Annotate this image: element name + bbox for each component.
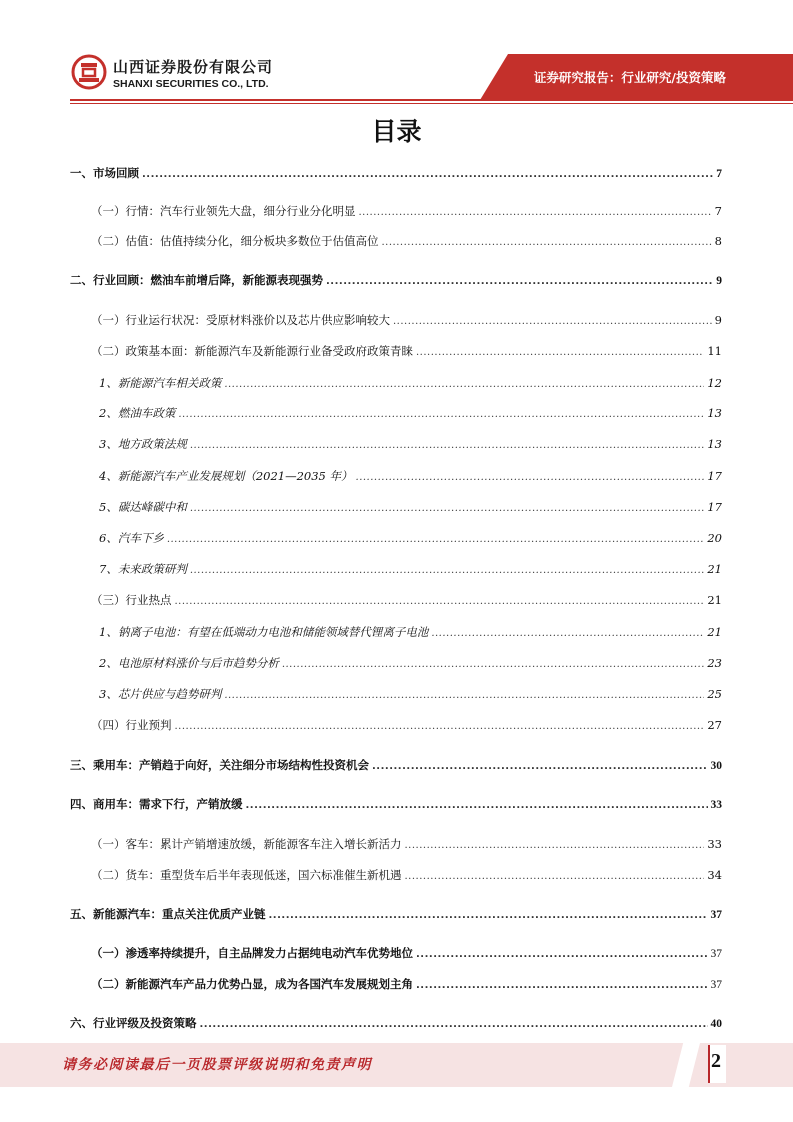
toc-entry-label: （一）客车：累计产销增速放缓，新能源客车注入增长新活力 [91,837,402,851]
toc-entry[interactable] [99,405,722,425]
toc-leader-dots [431,628,704,639]
toc-entry-page: 33 [707,837,722,851]
toc-entry-label: 6、汽车下乡 [99,531,164,545]
toc-entry-page: 9 [714,313,722,327]
toc-entry-label: （三）行业热点 [91,593,172,607]
toc-leader-dots [372,761,708,772]
toc-entry-page: 33 [710,799,722,811]
toc-entry[interactable] [91,312,722,332]
toc-entry[interactable] [91,592,722,612]
footer-disclaimer: 请务必阅读最后一页股票评级说明和免责声明 [62,1057,372,1073]
header-divider [70,99,793,101]
toc-entry-page: 7 [714,204,722,218]
page-number: 2 [711,1050,721,1072]
toc-entry-label: 3、芯片供应与趋势研判 [99,687,222,701]
toc-entry-label: 5、碳达峰碳中和 [99,500,187,514]
toc-entry-page: 7 [716,168,722,180]
toc-leader-dots [175,596,705,607]
company-name-cn: 山西证券股份有限公司 [113,58,274,76]
toc-leader-dots [326,276,713,287]
toc-entry-page: 23 [707,656,722,670]
header-divider-thin [70,103,793,104]
toc-entry-label: （一）行情：汽车行业领先大盘，细分行业分化明显 [91,204,356,218]
toc-entry-page: 9 [716,275,722,287]
toc-entry[interactable] [91,233,722,253]
toc-entry-label: 3、地方政策法规 [99,437,187,451]
toc-entry[interactable] [99,530,722,550]
toc-entry-label: 4、新能源汽车产业发展规划（2021—2035 年） [99,469,353,483]
toc-entry[interactable] [99,468,722,488]
toc-entry-label: 1、新能源汽车相关政策 [99,376,222,390]
toc-entry-label: 三、乘用车：产销趋于向好，关注细分市场结构性投资机会 [70,758,369,772]
toc-leader-dots [178,409,704,420]
toc-entry[interactable] [99,375,722,395]
toc-leader-dots [405,871,705,882]
toc-entry[interactable] [99,686,722,706]
company-name-en: SHANXI SECURITIES CO., LTD. [113,78,269,90]
toc-entry-label: 2、燃油车政策 [99,406,176,420]
toc-entry[interactable] [99,499,722,519]
toc-entry-page: 21 [707,593,722,607]
toc-entry-label: 1、钠离子电池：有望在低端动力电池和储能领域替代锂离子电池 [99,625,429,639]
toc-leader-dots [282,659,705,670]
toc-leader-dots [224,379,704,390]
toc-leader-dots [190,503,705,514]
toc-leader-dots [224,690,704,701]
toc-entry-page: 30 [710,760,722,772]
toc-entry[interactable] [70,906,722,926]
toc-entry-label: 六、行业评级及投资策略 [70,1016,197,1030]
toc-leader-dots [405,840,705,851]
toc-entry[interactable] [99,624,722,644]
toc-entry-page: 37 [710,909,722,921]
toc-entry-label: 五、新能源汽车：重点关注优质产业链 [70,907,266,921]
toc-entry-page: 40 [710,1018,722,1030]
toc-leader-dots [142,169,713,180]
toc-entry-page: 8 [714,234,722,248]
toc-leader-dots [167,534,705,545]
toc-entry[interactable] [91,203,722,223]
toc-entry-page: 21 [707,625,722,639]
toc-entry-label: （一）渗透率持续提升，自主品牌发力占据纯电动汽车优势地位 [91,946,413,960]
toc-entry-page: 37 [710,948,722,960]
toc-entry[interactable] [91,867,722,887]
report-type-label: 证券研究报告：行业研究/投资策略 [533,70,726,85]
toc-entry[interactable] [91,836,722,856]
toc-entry-page: 37 [710,979,722,991]
toc-leader-dots [416,980,708,991]
toc-entry[interactable] [99,655,722,675]
toc-entry[interactable] [70,1015,722,1035]
toc-leader-dots [393,316,712,327]
toc-title: 目录 [371,117,422,146]
toc-entry[interactable] [70,796,722,816]
toc-entry-page: 25 [707,687,722,701]
toc-entry[interactable] [70,757,722,777]
toc-leader-dots [269,910,708,921]
toc-entry-page: 11 [707,344,722,358]
toc-leader-dots [190,565,705,576]
toc-leader-dots [356,472,705,483]
toc-entry[interactable] [91,976,722,996]
toc-entry-page: 12 [707,376,722,390]
toc-entry[interactable] [70,165,722,185]
toc-entry-label: 7、未来政策研判 [99,562,187,576]
toc-entry[interactable] [91,717,722,737]
toc-entry-label: 二、行业回顾：燃油车前增后降，新能源表现强势 [70,273,323,287]
company-logo-icon [71,54,107,90]
toc-leader-dots [246,800,708,811]
toc-entry-label: （一）行业运行状况：受原材料涨价以及芯片供应影响较大 [91,313,390,327]
toc-entry[interactable] [91,945,722,965]
toc-entry-label: 2、电池原材料涨价与后市趋势分析 [99,656,279,670]
toc-entry-page: 34 [707,868,722,882]
toc-entry-page: 20 [707,531,722,545]
toc-entry[interactable] [91,343,722,363]
toc-leader-dots [359,207,712,218]
toc-entry-label: （二）估值：估值持续分化，细分板块多数位于估值高位 [91,234,379,248]
toc-entry-label: （四）行业预判 [91,718,172,732]
toc-leader-dots [190,440,705,451]
toc-entry-label: 一、市场回顾 [70,166,139,180]
toc-entry[interactable] [99,561,722,581]
toc-entry-label: 四、商用车：需求下行，产销放缓 [70,797,243,811]
toc-leader-dots [416,949,708,960]
toc-entry[interactable] [99,436,722,456]
toc-entry-label: （二）货车：重型货车后半年表现低迷，国六标准催生新机遇 [91,868,402,882]
toc-leader-dots [416,347,704,358]
toc-entry-label: （二）新能源汽车产品力优势凸显，成为各国汽车发展规划主角 [91,977,413,991]
toc-entry-page: 17 [707,500,722,514]
toc-entry-page: 13 [707,437,722,451]
toc-entry-label: （二）政策基本面：新能源汽车及新能源行业备受政府政策青睐 [91,344,413,358]
toc-entry-page: 13 [707,406,722,420]
page-header [0,0,793,110]
toc-leader-dots [175,721,705,732]
toc-entry-page: 21 [707,562,722,576]
toc-entry[interactable] [70,272,722,292]
toc-leader-dots [382,237,712,248]
toc-leader-dots [200,1019,708,1030]
toc-entry-page: 27 [707,718,722,732]
toc-entry-page: 17 [707,469,722,483]
